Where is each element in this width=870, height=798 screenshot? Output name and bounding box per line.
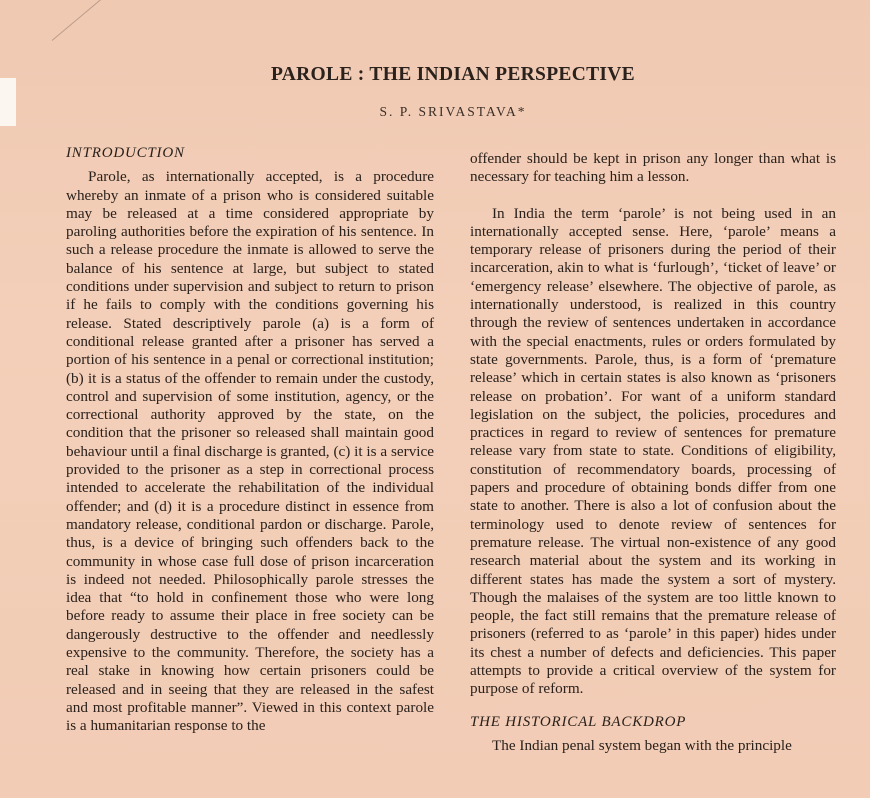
continued-paragraph: offender should be kept in prison any longer than what is necessary for teaching him a lesson.: [470, 150, 836, 186]
historical-paragraph: The Indian penal system began with the principle: [492, 736, 792, 754]
section-heading-introduction: INTRODUCTION: [66, 145, 185, 161]
left-column: [66, 144, 434, 736]
right-column: [470, 150, 836, 755]
section-heading-historical-backdrop: THE HISTORICAL BACKDROP: [470, 713, 687, 730]
article-author: S. P. SRIVASTAVA*: [379, 104, 527, 119]
india-parole-paragraph: In India the term ‘parole’ is not being used in an internationally accepted sense. Here, ‘parole’ means a temporary release of prisoners during the period of their incarceration, akin to what is ‘furlough’, ‘ticket of leave’ or ‘emergency release’ elsewhere. The objective of parole, as internationally understood, is realized in this country through the review of sentences undertaken in accordance with the special enactments, rules or orders formulated by state governments. Parole, thus, is a form of ‘premature release’ which in certain states is also known as ‘prisoners release on probation’. For want of a uniform standard legislation on the subject, the policies, procedures and practices in regard to review of sentences for premature release vary from state to state. Conditions of eligibility, constitution of recommendatory boards, processing of papers and procedure of obtaining bonds differ from one state to another. There is also a lot of confusion about the terminology used to denote review of sentences for premature release. The virtual non-existence of any good research material about the system and its working in different states has made the system a sort of mystery. Though the malaises of the system are too little known to people, the fact still remains that the premature release of prisoners (referred to as ‘parole’ in this paper) hides under its chest a number of defects and deficiencies. This paper attempts to provide a critical overview of the system for purpose of reform.: [470, 204, 836, 698]
article-title: PAROLE : THE INDIAN PERSPECTIVE: [271, 64, 635, 85]
pen-mark: [52, 0, 125, 41]
introduction-paragraph: Parole, as internationally accepted, is a procedure whereby an inmate of a prison who is considered suitable may be released at a time considered appropriate by paroling authorities before the expiration of his sentence. In such a release procedure the inmate is allowed to serve the balance of his sentence at large, but subject to stated conditions under supervision and subject to return to prison if he fails to comply with the conditions governing his release. Stated descriptively parole (a) is a form of conditional release granted after a prisoner has served a portion of his sentence in a penal or correctional institution; (b) it is a status of the offender to remain under the custody, control and supervision of some institution, agency, or the correctional authority approved by the state, on the condition that the prisoner so released shall maintain good behaviour until a final discharge is granted, (c) it is a service provided to the prisoner as a step in correctional process intended to accelerate the rehabilitation of the individual offender; and (d) it is a procedure distinct in essence from mandatory release, conditional pardon or discharge. Parole, thus, is a device of bringing such offenders back to the community in whose case full dose of prison incarceration is indeed not needed. Philosophically parole stresses the idea that “to hold in confinement those who were long before ready to assume their place in free society can be dangerously destructive to the offender and needlessly expensive to the community. Therefore, the society has a real stake in knowing how certain prisoners could be released and in seeing that they are released in the safest and most profitable manner”. Viewed in this context parole is a humanitarian response to the: [66, 168, 434, 735]
